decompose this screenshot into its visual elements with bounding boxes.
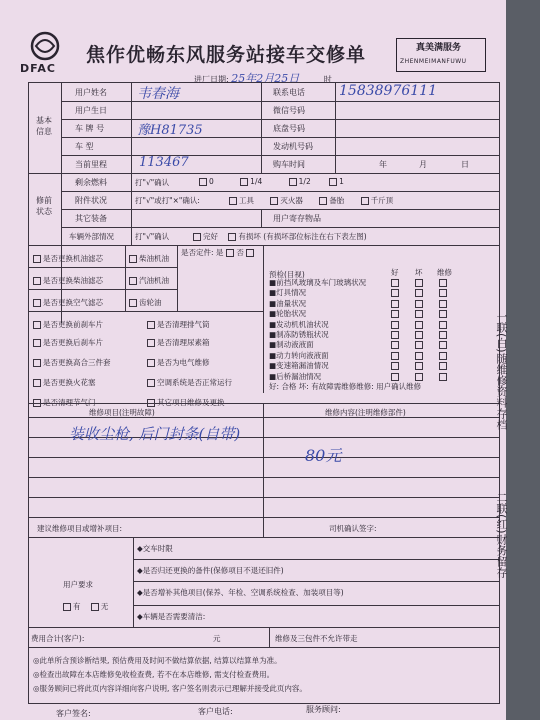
urea-checkbox[interactable] — [147, 339, 155, 347]
fixed-parts-row: 是否定件: 是 否 — [181, 247, 256, 258]
high-voltage-checkbox[interactable] — [33, 359, 41, 367]
precheck-item-label: 前挡风玻璃及车门玻璃状况 — [276, 278, 367, 287]
oil-filter-row: 是否更换机油滤芯 — [33, 253, 103, 264]
precheck-row — [269, 329, 329, 340]
bullet-square-icon: ■ — [269, 319, 277, 329]
page-title: 焦作优畅东风服务站接车交修单 — [86, 44, 367, 66]
fuel-options: 0 1/4 1/2 1 — [199, 177, 344, 186]
diesel-oil-checkbox[interactable] — [129, 255, 137, 263]
front-brake-row: 是否更换前刹车片 — [33, 319, 103, 330]
accessory-options: 工具 灭火器 备胎 千斤顶 — [229, 195, 393, 206]
precheck-bad-checkbox[interactable] — [415, 279, 423, 287]
oil-filter-checkbox[interactable] — [33, 255, 41, 263]
purchase-day: 日 — [461, 160, 469, 169]
precheck-bad-checkbox[interactable] — [415, 362, 423, 370]
fuel-label: 剩余燃料 — [75, 178, 107, 187]
precheck-good-checkbox[interactable] — [391, 289, 399, 297]
precheck-bad-checkbox[interactable] — [415, 310, 423, 318]
precheck-bad-checkbox[interactable] — [415, 331, 423, 339]
cost-note: 维修及三包件不允许带走 — [275, 634, 358, 643]
gasoline-oil-checkbox[interactable] — [129, 277, 137, 285]
precheck-item-label: 变速箱漏油情况 — [276, 361, 329, 371]
plate-label: 车 牌 号 — [75, 124, 105, 133]
accessory-label: 附件状况 — [75, 196, 107, 205]
precheck-row — [269, 287, 306, 298]
gear-oil-row: 齿轮油 — [129, 297, 162, 308]
precheck-repair-checkbox[interactable] — [439, 321, 447, 329]
cost-label: 费用合计(客户): — [31, 634, 85, 643]
customer-phone-label: 客户电话: — [198, 707, 233, 716]
precheck-good-checkbox[interactable] — [391, 362, 399, 370]
basic-info-section-label: 基本信息 — [36, 116, 52, 136]
fuel-0-checkbox[interactable] — [199, 178, 207, 186]
exterior-instruction: 打"√"确认 — [135, 232, 170, 241]
bullet-square-icon: ■ — [269, 288, 277, 298]
extinguisher-checkbox[interactable] — [270, 197, 278, 205]
precheck-repair-checkbox[interactable] — [439, 341, 447, 349]
jack-checkbox[interactable] — [361, 197, 369, 205]
user-requirements-label: 用户要求 — [63, 580, 93, 589]
engine-label: 发动机号码 — [273, 142, 313, 151]
fixed-parts-no-checkbox[interactable] — [246, 249, 254, 257]
spark-plug-checkbox[interactable] — [33, 379, 41, 387]
precheck-good-checkbox[interactable] — [391, 341, 399, 349]
background-edge — [506, 0, 540, 720]
purchase-time-label: 购车时间 — [273, 160, 305, 169]
precheck-bad-checkbox[interactable] — [415, 373, 423, 381]
precheck-repair-checkbox[interactable] — [439, 373, 447, 381]
owner-name-label: 用户姓名 — [75, 88, 107, 97]
work-content-header: 维修内容(注明维修部件) — [325, 408, 406, 417]
precheck-item-label: 制冻防锈瓶状况 — [276, 330, 329, 339]
suggest-label: 建议维修项目或增补项目: — [37, 524, 123, 533]
precheck-repair-checkbox[interactable] — [439, 331, 447, 339]
precheck-good-checkbox[interactable] — [391, 331, 399, 339]
precheck-row — [269, 360, 329, 371]
fuel-quarter-checkbox[interactable] — [240, 178, 248, 186]
form-grid — [28, 82, 500, 704]
rear-brake-row: 是否更换后刹车片 — [33, 337, 103, 348]
precheck-row — [269, 350, 329, 361]
tools-checkbox[interactable] — [229, 197, 237, 205]
brand-logo-text: DFAC — [20, 62, 56, 75]
cost-unit: 元 — [213, 634, 221, 643]
front-brake-checkbox[interactable] — [33, 321, 41, 329]
exterior-options: 完好 有损坏 (有损坏部位标注在右下表左图) — [193, 231, 367, 242]
precheck-header-bad: 坏 — [415, 268, 423, 277]
bullet-square-icon: ■ — [269, 330, 277, 339]
copy-white-note: 一联(白)随维修资料存档 — [495, 310, 508, 430]
requirement-item-return-parts: ◆是否归还更换的备件(保修项目不退还旧件) — [137, 566, 284, 575]
model-label: 车 型 — [75, 142, 94, 151]
exterior-damaged-checkbox[interactable] — [228, 233, 236, 241]
precheck-bad-checkbox[interactable] — [415, 321, 423, 329]
other-equipment-label: 其它装备 — [75, 214, 107, 223]
precheck-repair-checkbox[interactable] — [439, 310, 447, 318]
fixed-parts-yes-checkbox[interactable] — [226, 249, 234, 257]
precheck-row — [269, 308, 306, 319]
gasoline-oil-row: 汽油机油 — [129, 275, 169, 286]
electrical-checkbox[interactable] — [147, 359, 155, 367]
requirement-item-cleaning: ◆车辆是否需要清洁: — [137, 612, 206, 621]
fuel-half-checkbox[interactable] — [289, 178, 297, 186]
precheck-item-label: 制动液液面 — [276, 340, 314, 350]
electrical-row: 是否为电气维修 — [147, 357, 210, 368]
high-voltage-row: 是否更换高合三件套 — [33, 357, 111, 368]
diesel-filter-checkbox[interactable] — [33, 277, 41, 285]
has-requirement-checkbox[interactable] — [63, 603, 71, 611]
birthday-label: 用户生日 — [75, 106, 107, 115]
requirement-item-delivery: ◆交车时限 — [137, 544, 173, 553]
precheck-good-checkbox[interactable] — [391, 321, 399, 329]
precheck-header-repair: 维修 — [437, 268, 452, 277]
purchase-year: 年 — [379, 160, 387, 169]
throttle-row: 是否清理节气门 — [33, 397, 96, 408]
user-items-label: 用户寄存物品 — [273, 214, 321, 223]
precheck-good-checkbox[interactable] — [391, 279, 399, 287]
diesel-oil-row: 柴油机油 — [129, 253, 169, 264]
contact-phone-label: 联系电话 — [273, 88, 305, 97]
accessory-instruction: 打"√"或打"×"确认: — [135, 196, 200, 205]
precheck-item-label: 灯具情况 — [276, 288, 307, 298]
bullet-square-icon: ■ — [269, 371, 277, 381]
precheck-header-good: 好 — [391, 268, 399, 277]
precheck-repair-checkbox[interactable] — [439, 300, 447, 308]
no-requirement-checkbox[interactable] — [91, 603, 99, 611]
chassis-label: 底盘号码 — [273, 124, 305, 133]
purchase-month: 月 — [419, 160, 427, 169]
requirement-item-extra: ◆是否增补其他项目(保养、年检、空调系统检查、加装项目等) — [137, 588, 344, 597]
precheck-bad-checkbox[interactable] — [415, 289, 423, 297]
exhaust-row: 是否清理排气筒 — [147, 319, 210, 330]
precheck-repair-checkbox[interactable] — [439, 279, 447, 287]
precheck-item-label: 油量状况 — [276, 298, 307, 308]
precheck-good-checkbox[interactable] — [391, 352, 399, 360]
pre-repair-section-label: 修前状态 — [36, 196, 52, 216]
precheck-item-label: 发动机机油状况 — [276, 319, 329, 329]
bullet-square-icon: ■ — [269, 278, 277, 287]
footer-note-2: ◎检查出故障在本店维修免收检查费, 若不在本店维修, 需支付检查费用。 — [33, 670, 275, 679]
precheck-row — [269, 339, 314, 350]
entry-date: 进厂日期: 25年2月25日 时 — [194, 72, 332, 85]
precheck-repair-checkbox[interactable] — [439, 289, 447, 297]
fuel-full-checkbox[interactable] — [329, 178, 337, 186]
gear-oil-checkbox[interactable] — [129, 299, 137, 307]
customer-sign-label: 客户签名: — [56, 709, 91, 718]
fuel-instruction: 打"√"确认 — [135, 178, 170, 187]
precheck-row — [269, 319, 329, 330]
precheck-row — [269, 298, 306, 309]
ac-row: 空调系统是否正常运行 — [147, 377, 232, 388]
diesel-filter-row: 是否更换柴油滤芯 — [33, 275, 103, 286]
requirement-has-none: 有 无 — [63, 601, 108, 612]
precheck-item-label: 动力转向液液面 — [276, 350, 329, 360]
work-project-handwritten[interactable]: 装收尘枪, 后门封条(自带) — [69, 425, 241, 443]
spark-plug-row: 是否更换火花塞 — [33, 377, 96, 388]
air-filter-checkbox[interactable] — [33, 299, 41, 307]
ac-checkbox[interactable] — [147, 379, 155, 387]
work-project-header: 维修项目(注明故障) — [89, 408, 155, 417]
precheck-legend: 好: 合格 坏: 有故障需维修维修: 用户确认维修 — [269, 382, 422, 391]
precheck-row — [269, 277, 366, 288]
precheck-good-checkbox[interactable] — [391, 373, 399, 381]
urea-row: 是否清理尿素箱 — [147, 337, 210, 348]
footer-note-3: ◎服务顾问已将此页内容详细向客户说明, 客户签名则表示已理解并接受此页内容。 — [33, 684, 307, 693]
service-brand-title: 真美满服务 — [416, 43, 462, 53]
bullet-square-icon: ■ — [269, 340, 277, 350]
spare-tire-checkbox[interactable] — [319, 197, 327, 205]
other-items-row: 其它项目维修及更换 — [147, 397, 225, 408]
precheck-repair-checkbox[interactable] — [439, 362, 447, 370]
precheck-good-checkbox[interactable] — [391, 300, 399, 308]
precheck-item-label: 后桥漏油情况 — [276, 371, 322, 381]
exterior-label: 车辆外部情况 — [69, 232, 114, 241]
exhaust-checkbox[interactable] — [147, 321, 155, 329]
precheck-bad-checkbox[interactable] — [415, 352, 423, 360]
exterior-ok-checkbox[interactable] — [193, 233, 201, 241]
copy-red-note: 二联(红)财务留存 — [495, 492, 508, 578]
rear-brake-checkbox[interactable] — [33, 339, 41, 347]
precheck-title: 预检(目视) — [269, 270, 305, 279]
plate-value[interactable]: 豫H81735 — [137, 123, 203, 138]
precheck-bad-checkbox[interactable] — [415, 300, 423, 308]
bullet-square-icon: ■ — [269, 361, 277, 371]
bullet-square-icon: ■ — [269, 309, 277, 319]
contact-phone-value[interactable]: 15838976111 — [339, 83, 437, 99]
precheck-item-label: 轮胎状况 — [276, 309, 307, 319]
precheck-bad-checkbox[interactable] — [415, 341, 423, 349]
advisor-label: 服务顾问: — [306, 705, 341, 714]
owner-name-value[interactable]: 韦春海 — [137, 86, 179, 102]
service-brand-sub: ZHENMEIMANFUWU — [400, 58, 467, 65]
precheck-repair-checkbox[interactable] — [439, 352, 447, 360]
work-amount-handwritten[interactable]: 80元 — [305, 446, 342, 465]
mileage-label: 当前里程 — [75, 160, 107, 169]
air-filter-row: 是否更换空气滤芯 — [33, 297, 103, 308]
wechat-label: 微信号码 — [273, 106, 305, 115]
precheck-good-checkbox[interactable] — [391, 310, 399, 318]
footer-note-1: ◎此单所含预诊断结果, 预估费用及时间不做结算依据, 结算以结算单为准。 — [33, 656, 282, 665]
mileage-value[interactable]: 113467 — [139, 155, 189, 170]
bullet-square-icon: ■ — [269, 350, 277, 360]
precheck-row — [269, 371, 321, 382]
driver-sign-label: 司机确认签字: — [329, 524, 377, 533]
bullet-square-icon: ■ — [269, 298, 277, 308]
